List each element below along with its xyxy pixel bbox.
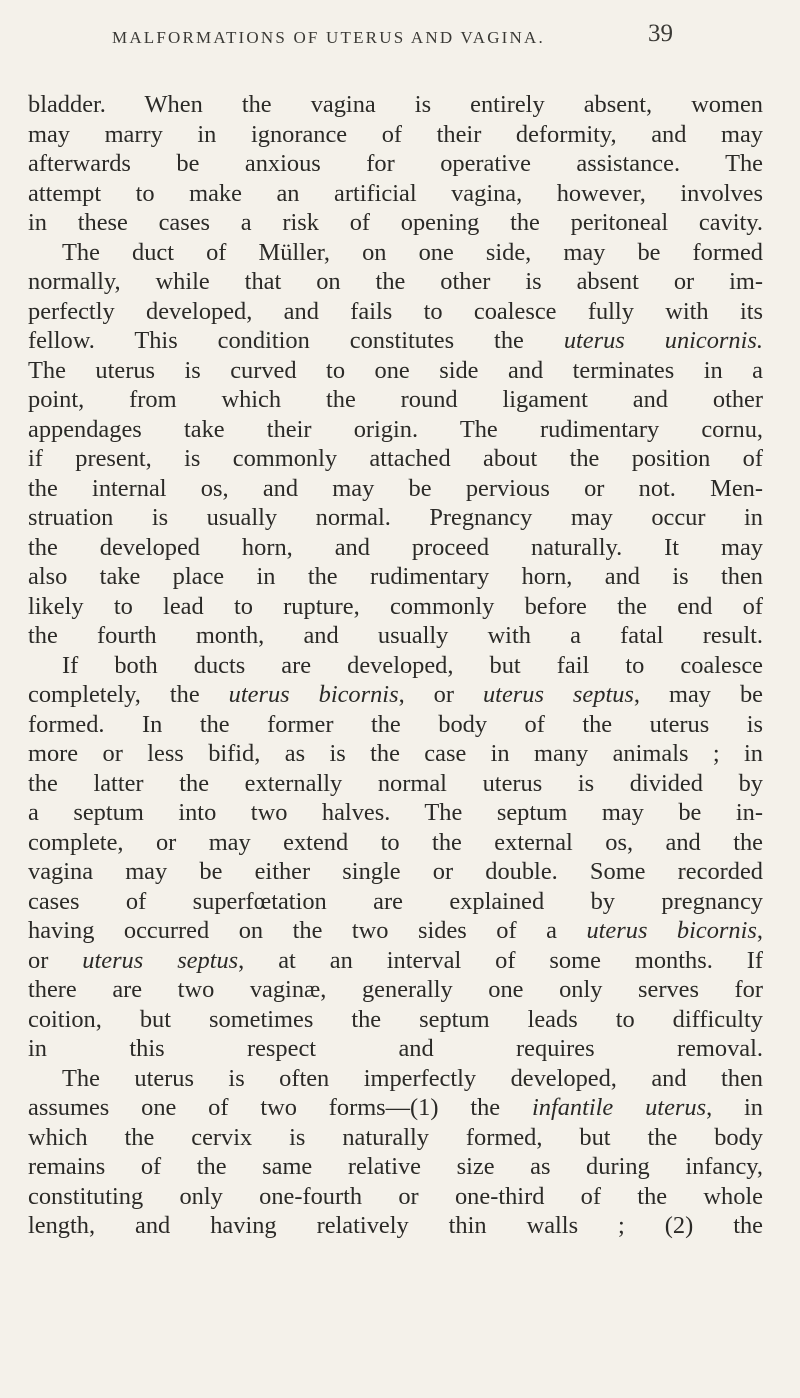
text-run: The uterus is often imperfectly developed, and then [62, 1064, 763, 1092]
text-run: the internal os, and may be pervious or not. Men- [28, 474, 763, 502]
text-line [28, 533, 763, 563]
text-line [28, 503, 763, 533]
text-line [28, 562, 763, 592]
text-run: completely, the [28, 681, 229, 708]
text-run: , may be [633, 681, 764, 708]
text-line [28, 946, 763, 976]
italic-term: uterus septus [482, 681, 634, 708]
text-line [28, 651, 763, 681]
text-run: more or less bifid, as is the case in many animals ; in [28, 740, 763, 767]
text-line [28, 916, 763, 946]
text-run: if present, is commonly attached about the position of [28, 445, 763, 472]
text-run: The duct of Müller, on one side, may be formed [62, 238, 763, 266]
text-run: struation is usually normal. Pregnancy may occur in [28, 504, 763, 531]
text-run: a septum into two halves. The septum may be in- [28, 799, 763, 826]
text-run: cases of superfœtation are explained by pregnancy [28, 887, 763, 915]
text-line [28, 474, 763, 504]
text-line [28, 90, 763, 120]
text-line [28, 179, 763, 209]
text-run: length, and having relatively thin walls ; (2) the [28, 1212, 763, 1239]
text-line [28, 710, 763, 740]
text-line [28, 887, 763, 917]
text-run: , in [706, 1094, 763, 1121]
text-run: or [28, 946, 83, 974]
text-line [28, 267, 763, 297]
text-run: the latter the externally normal uterus is divided by [28, 769, 763, 797]
text-line [28, 975, 763, 1005]
text-line [28, 739, 763, 769]
text-run: attempt to make an artificial vagina, however, involves [28, 179, 763, 207]
page-number: 39 [648, 20, 673, 47]
text-run: If both ducts are developed, but fail to coalesce [62, 651, 763, 679]
italic-term: uterus unicornis. [563, 327, 763, 354]
text-run: constituting only one-fourth or one-third of the whole [28, 1182, 763, 1210]
text-line [28, 1211, 763, 1241]
text-run: assumes one of two forms—(1) the [28, 1094, 532, 1121]
text-run: appendages take their origin. The rudimentary cornu, [28, 415, 763, 443]
text-line [28, 1093, 763, 1123]
text-run: the fourth month, and usually with a fatal result. [28, 622, 763, 649]
text-run: which the cervix is naturally formed, but the body [28, 1123, 763, 1151]
text-run: perfectly developed, and fails to coalesce fully with its [28, 297, 763, 325]
text-run: remains of the same relative size as during infancy, [28, 1153, 763, 1180]
italic-term: uterus bicornis [586, 917, 757, 944]
text-run: the developed horn, and proceed naturally. It may [28, 533, 763, 561]
text-line [28, 680, 763, 710]
text-line [28, 1005, 763, 1035]
text-run: , at an interval of some months. If [238, 946, 763, 974]
text-run: normally, while that on the other is absent or im- [28, 268, 763, 295]
text-run: also take place in the rudimentary horn, and is then [28, 563, 763, 590]
text-run: coition, but sometimes the septum leads to difficulty [28, 1005, 763, 1033]
text-run: in this respect and requires removal. [28, 1035, 763, 1062]
text-line [28, 149, 763, 179]
text-line [28, 1182, 763, 1212]
text-line [28, 857, 763, 887]
text-run: complete, or may extend to the external os, and the [28, 828, 763, 856]
text-run: in these cases a risk of opening the peritoneal cavity. [28, 209, 763, 236]
text-line [28, 326, 763, 356]
text-run: , or [398, 681, 483, 708]
italic-term: uterus bicornis [228, 681, 399, 708]
text-run: The uterus is curved to one side and terminates in a [28, 356, 763, 384]
text-line [28, 444, 763, 474]
running-title: MALFORMATIONS OF UTERUS AND VAGINA. [112, 28, 545, 47]
italic-term: uterus septus [82, 946, 239, 974]
text-line [28, 592, 763, 622]
text-run: there are two vaginæ, generally one only serves for [28, 976, 763, 1003]
text-line [28, 1152, 763, 1182]
text-line [28, 415, 763, 445]
text-line [28, 1034, 763, 1064]
text-run: likely to lead to rupture, commonly before the end of [28, 592, 763, 620]
text-run: fellow. This condition constitutes the [28, 327, 564, 354]
text-line [28, 769, 763, 799]
body-text [28, 90, 763, 1241]
text-line [28, 120, 763, 150]
text-run: having occurred on the two sides of a [28, 917, 587, 944]
text-line [28, 385, 763, 415]
text-line [28, 238, 763, 268]
text-line [28, 1064, 763, 1094]
text-run: bladder. When the vagina is entirely absent, women [28, 91, 763, 118]
text-line [28, 621, 763, 651]
text-line [28, 798, 763, 828]
text-line [28, 297, 763, 327]
text-line [28, 208, 763, 238]
text-run: point, from which the round ligament and other [28, 386, 763, 413]
text-run: may marry in ignorance of their deformity, and may [28, 120, 763, 148]
italic-term: infantile uterus [531, 1094, 707, 1121]
text-line [28, 356, 763, 386]
text-run: formed. In the former the body of the uterus is [28, 710, 763, 738]
text-run: afterwards be anxious for operative assistance. The [28, 150, 763, 177]
text-line [28, 1123, 763, 1153]
text-run: , [756, 917, 763, 944]
text-run: vagina may be either single or double. Some recorded [28, 858, 763, 885]
text-line [28, 828, 763, 858]
